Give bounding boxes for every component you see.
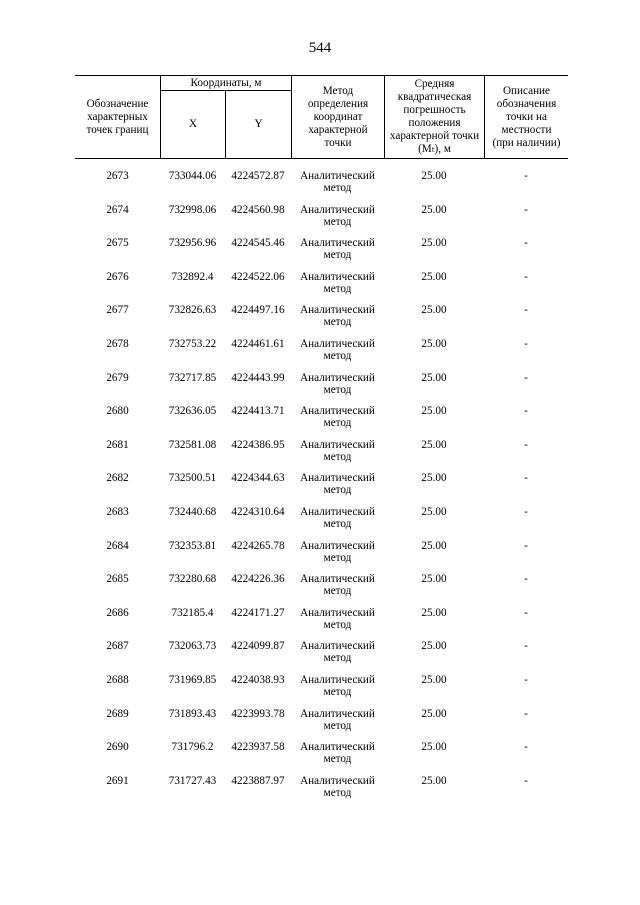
y-coordinate-cell: 4223887.97: [231, 774, 285, 787]
error-cell: 25.00: [421, 203, 447, 216]
method-cell: Аналитический метод: [300, 337, 375, 362]
table-row: [75, 741, 568, 775]
error-cell: 25.00: [421, 707, 447, 720]
x-coordinate-cell: 732717.85: [168, 371, 217, 384]
header-method-label: Метод определения координат характерной точки: [307, 84, 369, 149]
y-coordinate-cell: 4224497.16: [231, 304, 285, 317]
description-cell: -: [524, 505, 528, 518]
point-id-cell: 2685: [106, 573, 129, 586]
error-cell: 25.00: [421, 741, 447, 754]
y-coordinate-cell: 4224461.61: [231, 337, 285, 350]
description-cell: -: [524, 707, 528, 720]
x-coordinate-cell: 732280.68: [168, 573, 217, 586]
table-row: [75, 439, 568, 473]
description-cell: -: [524, 237, 528, 250]
error-cell: 25.00: [421, 304, 447, 317]
x-coordinate-cell: 732063.73: [168, 640, 217, 653]
description-cell: -: [524, 203, 528, 216]
x-coordinate-cell: 731727.43: [168, 774, 217, 787]
y-coordinate-cell: 4224522.06: [231, 270, 285, 283]
table-row: [75, 304, 568, 338]
y-coordinate-cell: 4224099.87: [231, 640, 285, 653]
point-id-cell: 2677: [106, 304, 129, 317]
y-coordinate-cell: 4224386.95: [231, 438, 285, 451]
method-cell: Аналитический метод: [300, 505, 375, 530]
table-row: [75, 372, 568, 406]
description-cell: -: [524, 438, 528, 451]
error-cell: 25.00: [421, 270, 447, 283]
x-coordinate-cell: 731969.85: [168, 673, 217, 686]
error-cell: 25.00: [421, 606, 447, 619]
method-cell: Аналитический метод: [300, 539, 375, 564]
point-id-cell: 2690: [106, 741, 129, 754]
table-row: [75, 170, 568, 204]
error-cell: 25.00: [421, 539, 447, 552]
y-coordinate-cell: 4223993.78: [231, 707, 285, 720]
table-row: [75, 775, 568, 809]
description-cell: -: [524, 573, 528, 586]
error-cell: 25.00: [421, 405, 447, 418]
point-id-cell: 2681: [106, 438, 129, 451]
description-cell: -: [524, 371, 528, 384]
error-cell: 25.00: [421, 505, 447, 518]
description-cell: -: [524, 270, 528, 283]
table-header: [75, 75, 568, 159]
x-coordinate-cell: 731796.2: [171, 741, 214, 754]
description-cell: -: [524, 673, 528, 686]
table-row: [75, 405, 568, 439]
point-id-cell: 2686: [106, 606, 129, 619]
x-coordinate-cell: 732956.96: [168, 237, 217, 250]
error-cell: 25.00: [421, 673, 447, 686]
method-cell: Аналитический метод: [300, 438, 375, 463]
error-cell: 25.00: [421, 237, 447, 250]
y-coordinate-cell: 4224344.63: [231, 472, 285, 485]
y-coordinate-cell: 4224038.93: [231, 673, 285, 686]
y-coordinate-cell: 4224310.64: [231, 505, 285, 518]
description-cell: -: [524, 606, 528, 619]
table-row: [75, 506, 568, 540]
y-coordinate-cell: 4224226.36: [231, 573, 285, 586]
error-cell: 25.00: [421, 573, 447, 586]
point-id-cell: 2684: [106, 539, 129, 552]
page-number: 544: [308, 40, 332, 56]
error-cell: 25.00: [421, 640, 447, 653]
x-coordinate-cell: 733044.06: [168, 170, 217, 182]
point-id-cell: 2683: [106, 505, 129, 518]
error-cell: 25.00: [421, 438, 447, 451]
y-coordinate-cell: 4224443.99: [231, 371, 285, 384]
point-id-cell: 2676: [106, 270, 129, 283]
description-cell: -: [524, 304, 528, 317]
point-id-cell: 2687: [106, 640, 129, 653]
x-coordinate-cell: 732500.51: [168, 472, 217, 485]
method-cell: Аналитический метод: [300, 270, 375, 295]
point-id-cell: 2679: [106, 371, 129, 384]
method-cell: Аналитический метод: [300, 472, 375, 497]
y-coordinate-cell: 4224171.27: [231, 606, 285, 619]
method-cell: Аналитический метод: [300, 371, 375, 396]
method-cell: Аналитический метод: [300, 707, 375, 732]
x-coordinate-cell: 732636.05: [168, 405, 217, 418]
x-coordinate-cell: 732440.68: [168, 505, 217, 518]
header-x-label: X: [188, 118, 198, 130]
table-row: [75, 472, 568, 506]
point-id-cell: 2689: [106, 707, 129, 720]
method-cell: Аналитический метод: [300, 203, 375, 228]
description-cell: -: [524, 337, 528, 350]
point-id-cell: 2675: [106, 237, 129, 250]
point-id-cell: 2678: [106, 337, 129, 350]
x-coordinate-cell: 732753.22: [168, 337, 217, 350]
y-coordinate-cell: 4224560.98: [231, 203, 285, 216]
y-coordinate-cell: 4224572.87: [231, 170, 285, 182]
table-row: [75, 237, 568, 271]
error-cell: 25.00: [421, 170, 447, 182]
method-cell: Аналитический метод: [300, 237, 375, 262]
x-coordinate-cell: 732892.4: [171, 270, 214, 283]
table-row: [75, 708, 568, 742]
table-row: [75, 674, 568, 708]
x-coordinate-cell: 731893.43: [168, 707, 217, 720]
table-row: [75, 607, 568, 641]
description-cell: -: [524, 741, 528, 754]
x-coordinate-cell: 732353.81: [168, 539, 217, 552]
error-cell: 25.00: [421, 774, 447, 787]
description-cell: -: [524, 170, 528, 182]
header-error-label: Средняя квадратическая погрешность положения характерной точки (Mₜ), м: [389, 78, 480, 155]
header-coordinates-label: Координаты, м: [190, 76, 262, 89]
table-row: [75, 271, 568, 305]
header-point-label: Обозначение характерных точек границ: [86, 97, 149, 136]
point-id-cell: 2680: [106, 405, 129, 418]
description-cell: -: [524, 405, 528, 418]
method-cell: Аналитический метод: [300, 573, 375, 598]
table-row: [75, 204, 568, 238]
y-coordinate-cell: 4223937.58: [231, 741, 285, 754]
y-coordinate-cell: 4224265.78: [231, 539, 285, 552]
method-cell: Аналитический метод: [300, 774, 375, 799]
x-coordinate-cell: 732826.63: [168, 304, 217, 317]
table-row: [75, 640, 568, 674]
y-coordinate-cell: 4224413.71: [231, 405, 285, 418]
table-row: [75, 338, 568, 372]
method-cell: Аналитический метод: [300, 640, 375, 665]
method-cell: Аналитический метод: [300, 673, 375, 698]
table-body: [75, 170, 568, 808]
method-cell: Аналитический метод: [300, 606, 375, 631]
point-id-cell: 2688: [106, 673, 129, 686]
error-cell: 25.00: [421, 472, 447, 485]
table-row: [75, 540, 568, 574]
method-cell: Аналитический метод: [300, 741, 375, 766]
method-cell: Аналитический метод: [300, 405, 375, 430]
method-cell: Аналитический метод: [300, 170, 375, 194]
x-coordinate-cell: 732581.08: [168, 438, 217, 451]
x-coordinate-cell: 732185.4: [171, 606, 214, 619]
description-cell: -: [524, 640, 528, 653]
point-id-cell: 2673: [106, 170, 129, 182]
method-cell: Аналитический метод: [300, 304, 375, 329]
description-cell: -: [524, 539, 528, 552]
x-coordinate-cell: 732998.06: [168, 203, 217, 216]
error-cell: 25.00: [421, 337, 447, 350]
description-cell: -: [524, 472, 528, 485]
y-coordinate-cell: 4224545.46: [231, 237, 285, 250]
point-id-cell: 2691: [106, 774, 129, 787]
description-cell: -: [524, 774, 528, 787]
error-cell: 25.00: [421, 371, 447, 384]
point-id-cell: 2674: [106, 203, 129, 216]
header-description-label: Описание обозначения точки на местности (при наличии): [492, 84, 561, 149]
table-row: [75, 573, 568, 607]
header-y-label: Y: [254, 118, 263, 130]
point-id-cell: 2682: [106, 472, 129, 485]
